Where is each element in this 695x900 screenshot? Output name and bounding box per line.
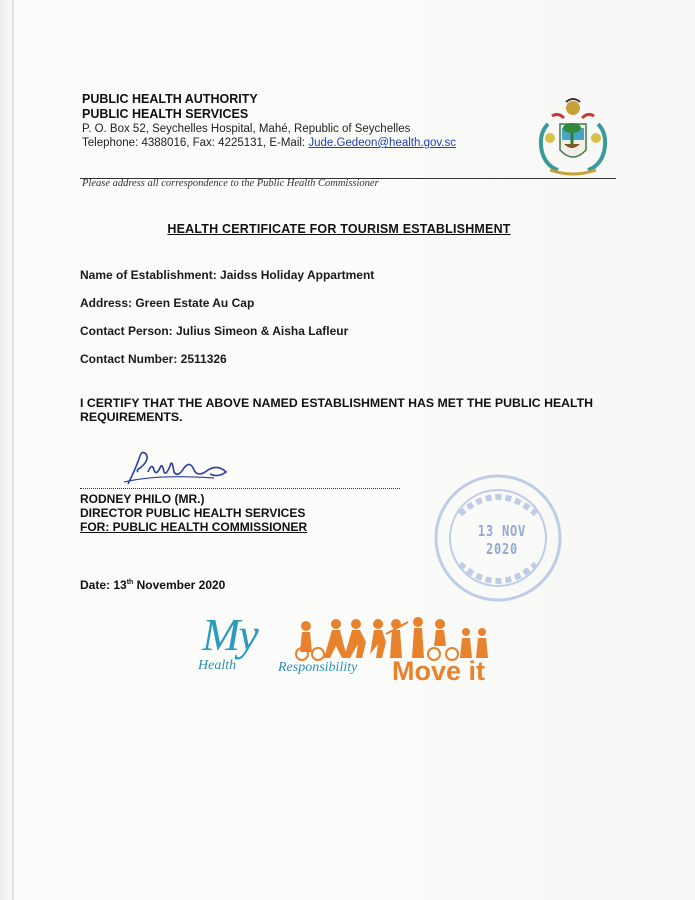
contact-person-field: Contact Person: Julius Simeon & Aisha Lafleur bbox=[80, 324, 349, 338]
org-name-line1: PUBLIC HEALTH AUTHORITY bbox=[82, 92, 258, 106]
signatory-on-behalf: FOR: PUBLIC HEALTH COMMISSIONER bbox=[80, 520, 308, 534]
date-prefix: Date: 13 bbox=[80, 578, 127, 592]
issue-date bbox=[80, 578, 225, 592]
date-suffix: th bbox=[126, 579, 134, 586]
establishment-name-field: Name of Establishment: Jaidss Holiday Appartment bbox=[80, 268, 375, 282]
certification-statement: I CERTIFY THAT THE ABOVE NAMED ESTABLISHMENT HAS MET THE PUBLIC HEALTH REQUIREMENTS. bbox=[80, 396, 594, 424]
handwritten-signature bbox=[118, 448, 243, 488]
correspondence-note: Please address all correspondence to the Public Health Commissioner bbox=[82, 178, 379, 189]
signature-line bbox=[80, 488, 400, 489]
coat-of-arms-icon bbox=[528, 94, 618, 178]
stamp-date: 13 NOV 2020 bbox=[477, 522, 527, 558]
logo-move-it-text: Move it bbox=[392, 656, 486, 686]
signatory-title: DIRECTOR PUBLIC HEALTH SERVICES bbox=[80, 506, 306, 520]
certificate-title: HEALTH CERTIFICATE FOR TOURISM ESTABLISHMENT bbox=[167, 222, 511, 236]
contact-line bbox=[82, 136, 512, 150]
address-field: Address: Green Estate Au Cap bbox=[80, 296, 255, 310]
logo-responsibility-text: Responsibility bbox=[278, 660, 358, 675]
signatory-name: RODNEY PHILO (MR.) bbox=[80, 492, 205, 506]
date-rest: November 2020 bbox=[133, 578, 226, 592]
email-link[interactable]: Jude.Gedeon@health.gov.sc bbox=[308, 137, 456, 149]
letterhead bbox=[82, 92, 512, 150]
postal-address: P. O. Box 52, Seychelles Hospital, Mahé, Republic of Seychelles bbox=[82, 123, 411, 135]
org-name-line2: PUBLIC HEALTH SERVICES bbox=[82, 107, 249, 121]
signatory-block bbox=[80, 492, 307, 534]
telephone-fax-text: Telephone: 4388016, Fax: 4225131, E-Mail: bbox=[82, 137, 309, 149]
logo-my-text: My bbox=[202, 609, 257, 660]
contact-number-field: Contact Number: 2511326 bbox=[80, 352, 227, 366]
logo-health-text: Health bbox=[198, 658, 237, 673]
